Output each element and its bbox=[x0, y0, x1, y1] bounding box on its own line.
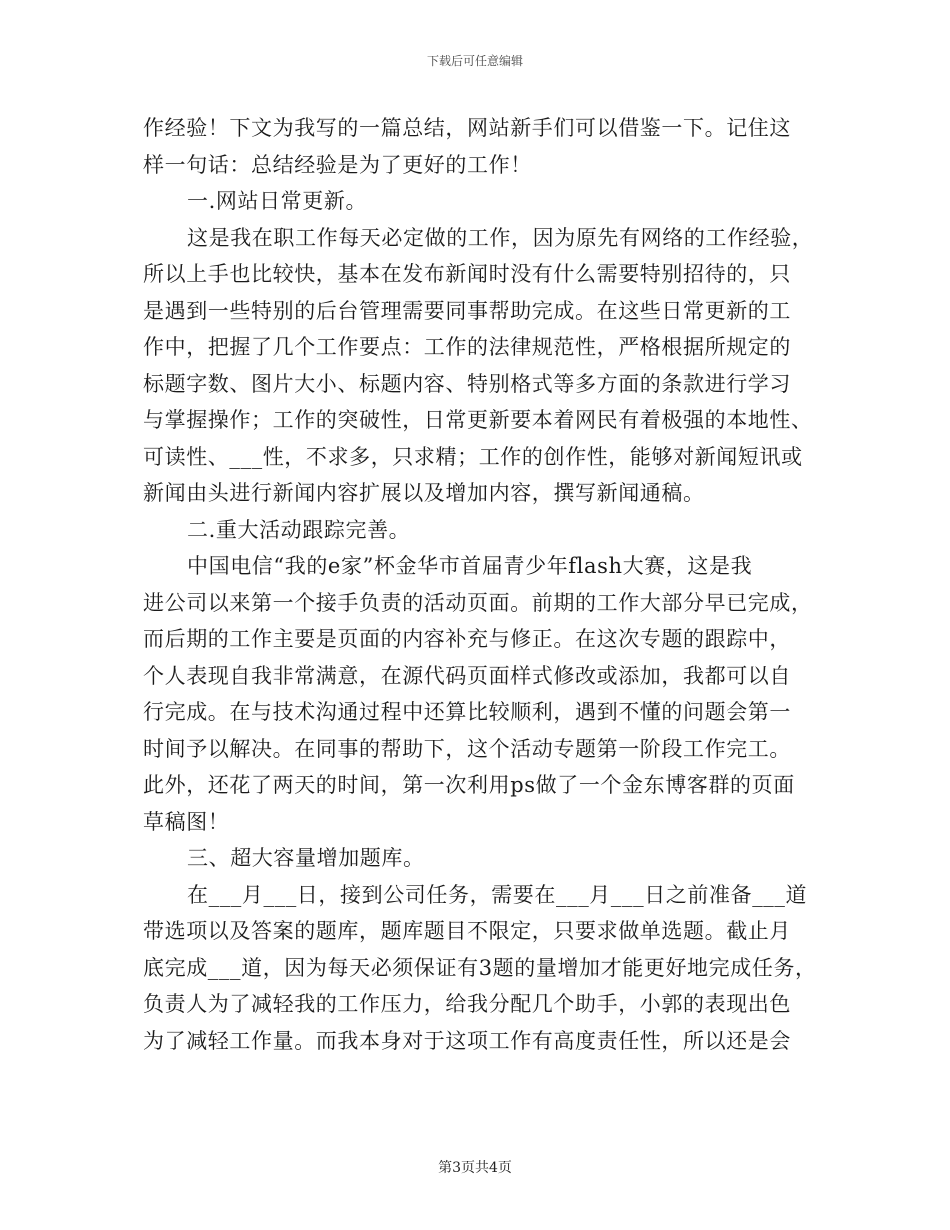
text-line: 是遇到一些特别的后台管理需要同事帮助完成。在这些日常更新的工 bbox=[143, 298, 791, 323]
text-line: 新闻由头进行新闻内容扩展以及增加内容，撰写新闻通稿。 bbox=[143, 481, 705, 505]
text-line: 草稿图！ bbox=[143, 809, 230, 834]
text-line: 带选项以及答案的题库，题库题目不限定，只要求做单选题。截止月 bbox=[143, 919, 791, 943]
text-line: 三、超大容量增加题库。 bbox=[187, 846, 425, 870]
text-line: 而后期的工作主要是页面的内容补充与修正。在这次专题的跟踪中， bbox=[143, 627, 791, 651]
text-line: 所以上手也比较快，基本在发布新闻时没有什么需要特别招待的，只 bbox=[143, 262, 791, 286]
text-line: 行完成。在与技术沟通过程中还算比较顺利，遇到不懂的问题会第一 bbox=[143, 700, 791, 724]
text-line: 可读性、___性，不求多，只求精；工作的创作性，能够对新闻短讯或 bbox=[143, 444, 803, 469]
page-header: 下载后可任意编辑 bbox=[426, 54, 523, 68]
text-line: 此外，还花了两天的时间，第一次利用ps做了一个金东博客群的页面 bbox=[143, 773, 795, 797]
text-line: 二.重大活动跟踪完善。 bbox=[187, 517, 411, 542]
text-line: 标题字数、图片大小、标题内容、特别格式等多方面的条款进行学习 bbox=[143, 371, 791, 396]
text-line: 一.网站日常更新。 bbox=[187, 189, 368, 213]
text-line: 作经验！下文为我写的一篇总结，网站新手们可以借鉴一下。记住这 bbox=[143, 116, 791, 140]
text-line: 负责人为了减轻我的工作压力，给我分配几个助手，小郭的表现出色 bbox=[143, 992, 791, 1016]
text-line: 作中，把握了几个工作要点：工作的法律规范性，严格根据所规定的 bbox=[143, 335, 791, 359]
text-line: 底完成___道，因为每天必须保证有3题的量增加才能更好地完成任务， bbox=[143, 955, 817, 980]
text-line: 中国电信“我的e家”杯金华市首届青少年flash大赛，这是我 bbox=[187, 554, 753, 578]
text-line: 样一句话：总结经验是为了更好的工作！ bbox=[143, 152, 532, 177]
page-footer: 第3页共4页 bbox=[438, 1160, 512, 1176]
text-line: 这是我在职工作每天必定做的工作，因为原先有网络的工作经验， bbox=[187, 225, 814, 250]
text-line: 与掌握操作；工作的突破性，日常更新要本着网民有着极强的本地性、 bbox=[143, 408, 813, 432]
text-line: 个人表现自我非常满意，在源代码页面样式修改或添加，我都可以自 bbox=[143, 663, 791, 688]
document-body bbox=[143, 110, 817, 1059]
text-line: 在___月___日，接到公司任务，需要在___月___日之前准备___道 bbox=[187, 882, 808, 907]
text-line: 进公司以来第一个接手负责的活动页面。前期的工作大部分早已完成， bbox=[143, 590, 813, 615]
text-line: 时间予以解决。在同事的帮助下，这个活动专题第一阶段工作完工。 bbox=[143, 736, 791, 761]
text-line: 为了减轻工作量。而我本身对于这项工作有高度责任性，所以还是会 bbox=[143, 1028, 791, 1053]
